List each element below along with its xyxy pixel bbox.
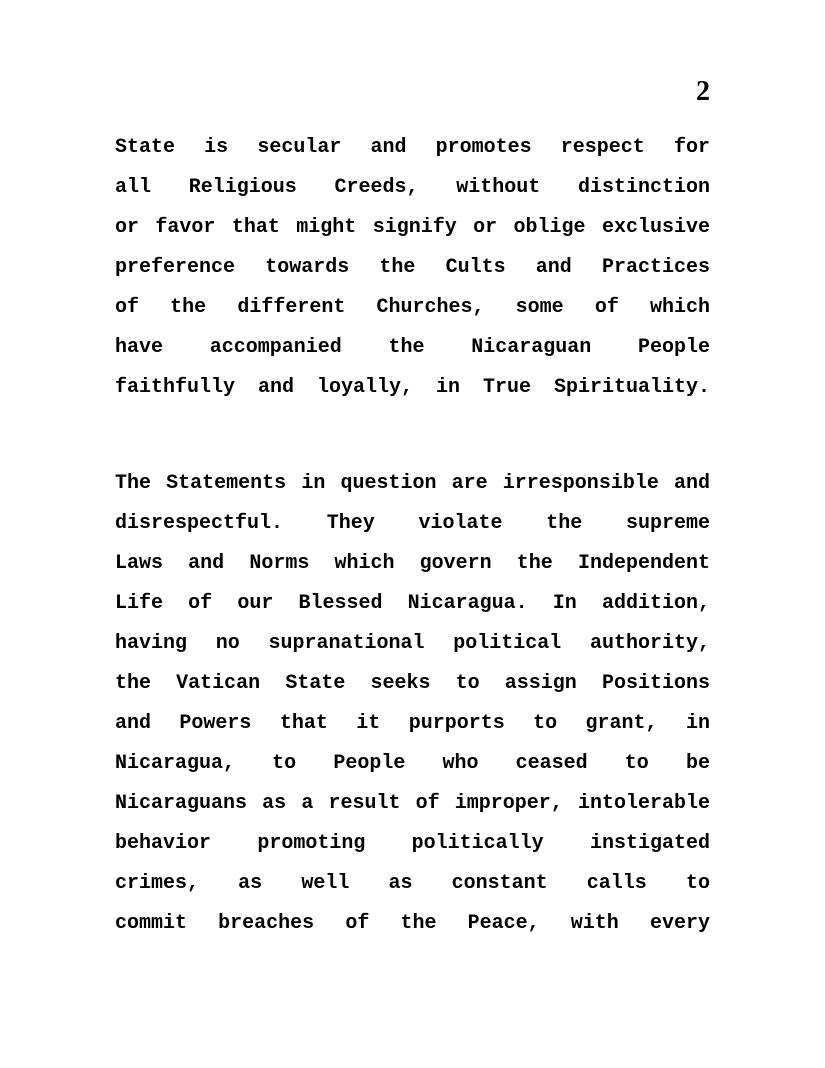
text-line	[115, 248, 710, 288]
word: Peace,	[467, 912, 540, 935]
word: signify	[372, 216, 457, 239]
word: Positions	[601, 672, 710, 695]
word: preference	[115, 256, 236, 279]
word: breaches	[218, 912, 315, 935]
document-body	[115, 128, 710, 1000]
word: be	[685, 752, 710, 775]
paragraph	[115, 128, 710, 408]
word: improper,	[454, 792, 563, 815]
word: They	[326, 512, 375, 535]
word: respect	[560, 136, 645, 159]
word: of	[594, 296, 619, 319]
word: Spirituality.	[553, 376, 710, 399]
word: People	[637, 336, 710, 359]
word: State	[285, 672, 346, 695]
word: Creeds,	[334, 176, 419, 199]
word: Blessed	[298, 592, 383, 615]
word: to	[624, 752, 649, 775]
word: irresponsible	[502, 472, 659, 495]
text-line	[115, 784, 710, 824]
word: of	[415, 792, 440, 815]
word: State	[115, 136, 176, 159]
word: our	[237, 592, 274, 615]
word: well	[301, 872, 350, 895]
text-line	[115, 544, 710, 584]
word: and	[370, 136, 407, 159]
word: to	[272, 752, 297, 775]
word: no	[215, 632, 240, 655]
word: Nicaraguans	[115, 792, 248, 815]
word: having	[115, 632, 188, 655]
word: to	[685, 872, 710, 895]
word: and	[258, 376, 295, 399]
word: Vatican	[176, 672, 261, 695]
word: Nicaraguan	[471, 336, 592, 359]
word: constant	[451, 872, 548, 895]
word: of	[188, 592, 213, 615]
text-line	[115, 864, 710, 904]
text-line	[115, 288, 710, 328]
word: intolerable	[577, 792, 710, 815]
word: and	[115, 712, 152, 735]
word: result	[328, 792, 401, 815]
word: True	[482, 376, 531, 399]
paragraph	[115, 464, 710, 944]
word: the	[546, 512, 583, 535]
word: question	[340, 472, 437, 495]
word: of	[115, 296, 140, 319]
word: secular	[257, 136, 342, 159]
word: which	[649, 296, 710, 319]
word: promotes	[435, 136, 532, 159]
word: Cults	[445, 256, 506, 279]
text-line	[115, 624, 710, 664]
word: might	[296, 216, 357, 239]
word: for	[673, 136, 710, 159]
text-line	[115, 504, 710, 544]
word: in	[685, 712, 710, 735]
word: every	[649, 912, 710, 935]
text-line	[115, 168, 710, 208]
word: accompanied	[209, 336, 342, 359]
word: Religious	[188, 176, 297, 199]
word: the	[388, 336, 425, 359]
word: Nicaragua,	[115, 752, 236, 775]
word: the	[170, 296, 207, 319]
word: or	[473, 216, 498, 239]
word: and	[188, 552, 225, 575]
word: Powers	[179, 712, 252, 735]
word: that	[231, 216, 280, 239]
word: political	[453, 632, 562, 655]
word: the	[115, 672, 152, 695]
text-line	[115, 328, 710, 368]
word: as	[262, 792, 287, 815]
text-line	[115, 368, 710, 408]
word: the	[516, 552, 553, 575]
word: distinction	[577, 176, 710, 199]
word: a	[301, 792, 314, 815]
word: and	[673, 472, 710, 495]
word: grant,	[585, 712, 658, 735]
word: all	[115, 176, 152, 199]
word: and	[535, 256, 572, 279]
word: assign	[504, 672, 577, 695]
word: are	[451, 472, 488, 495]
word: in	[301, 472, 326, 495]
text-line	[115, 704, 710, 744]
word: addition,	[601, 592, 710, 615]
word: which	[334, 552, 395, 575]
word: behavior	[115, 832, 212, 855]
word: or	[115, 216, 140, 239]
text-line	[115, 584, 710, 624]
text-line	[115, 904, 710, 944]
text-line	[115, 824, 710, 864]
word: the	[379, 256, 416, 279]
word: that	[279, 712, 328, 735]
word: Life	[115, 592, 164, 615]
word: In	[552, 592, 577, 615]
word: as	[238, 872, 263, 895]
word: purports	[408, 712, 505, 735]
text-line	[115, 128, 710, 168]
word: crimes,	[115, 872, 200, 895]
word: of	[345, 912, 370, 935]
word: People	[333, 752, 406, 775]
word: authority,	[589, 632, 710, 655]
word: Practices	[601, 256, 710, 279]
word: Laws	[115, 552, 164, 575]
word: favor	[155, 216, 216, 239]
word: in	[435, 376, 460, 399]
word: is	[204, 136, 229, 159]
word: with	[570, 912, 619, 935]
word: towards	[265, 256, 350, 279]
word: Statements	[166, 472, 287, 495]
word: disrespectful.	[115, 512, 284, 535]
word: loyally,	[316, 376, 413, 399]
word: promoting	[257, 832, 366, 855]
word: faithfully	[115, 376, 236, 399]
word: commit	[115, 912, 188, 935]
word: Independent	[577, 552, 710, 575]
page-number: 2	[696, 76, 710, 107]
word: Norms	[249, 552, 310, 575]
word: The	[115, 472, 152, 495]
word: oblige	[513, 216, 586, 239]
text-line	[115, 208, 710, 248]
word: different	[237, 296, 346, 319]
word: have	[115, 336, 164, 359]
word: ceased	[515, 752, 588, 775]
word: calls	[586, 872, 647, 895]
word: some	[515, 296, 564, 319]
word: who	[442, 752, 479, 775]
text-line	[115, 744, 710, 784]
word: without	[456, 176, 541, 199]
word: politically	[411, 832, 544, 855]
word: Churches,	[376, 296, 485, 319]
word: to	[533, 712, 558, 735]
word: supranational	[268, 632, 425, 655]
word: it	[356, 712, 381, 735]
word: seeks	[370, 672, 431, 695]
word: exclusive	[601, 216, 710, 239]
word: supreme	[625, 512, 710, 535]
text-line	[115, 664, 710, 704]
word: as	[388, 872, 413, 895]
word: instigated	[589, 832, 710, 855]
word: govern	[419, 552, 492, 575]
word: Nicaragua.	[407, 592, 528, 615]
word: to	[455, 672, 480, 695]
word: the	[400, 912, 437, 935]
word: violate	[418, 512, 503, 535]
text-line	[115, 464, 710, 504]
